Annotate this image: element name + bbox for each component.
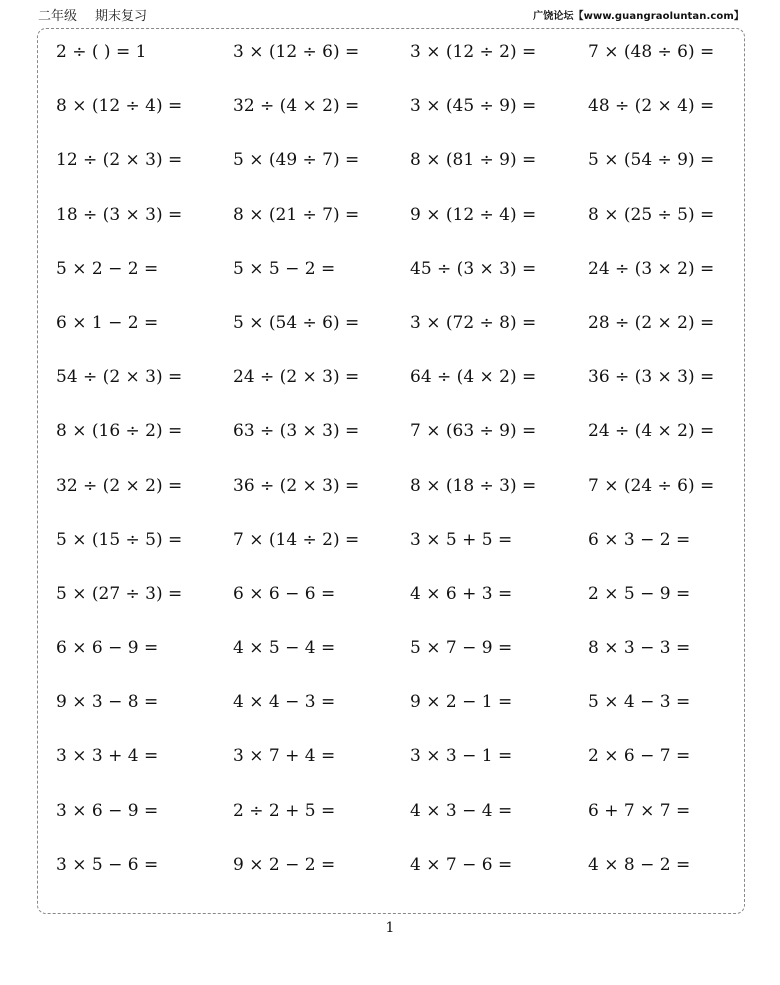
math-problem: 18 ÷ (3 × 3) =	[56, 204, 183, 225]
math-problem: 32 ÷ (2 × 2) =	[56, 475, 183, 496]
math-problem: 8 × (21 ÷ 7) =	[233, 204, 360, 225]
math-problem: 4 × 5 − 4 =	[233, 638, 336, 659]
math-problem: 5 × 7 − 9 =	[410, 638, 513, 659]
site-watermark: 广饶论坛【www.guangraoluntan.com】	[533, 11, 744, 22]
math-problem: 9 × (12 ÷ 4) =	[410, 204, 537, 225]
math-problem: 5 × (49 ÷ 7) =	[233, 150, 360, 171]
math-problem: 2 × 6 − 7 =	[588, 746, 691, 767]
math-problem: 8 × (18 ÷ 3) =	[410, 475, 537, 496]
math-problem: 6 × 6 − 6 =	[233, 583, 336, 604]
math-problem: 8 × (25 ÷ 5) =	[588, 204, 715, 225]
math-problem: 7 × (14 ÷ 2) =	[233, 529, 360, 550]
math-problem: 3 × (45 ÷ 9) =	[410, 96, 537, 117]
math-problem: 9 × 3 − 8 =	[56, 692, 159, 713]
math-problem: 8 × 3 − 3 =	[588, 638, 691, 659]
math-problem: 8 × (81 ÷ 9) =	[410, 150, 537, 171]
math-problem: 63 ÷ (3 × 3) =	[233, 421, 360, 442]
math-problem: 28 ÷ (2 × 2) =	[588, 312, 715, 333]
math-problem: 7 × (48 ÷ 6) =	[588, 42, 715, 62]
math-problem: 36 ÷ (2 × 3) =	[233, 475, 360, 496]
math-problem: 5 × 5 − 2 =	[233, 258, 336, 279]
math-problem: 9 × 2 − 2 =	[233, 854, 336, 875]
grade-label: 二年级	[38, 9, 78, 24]
math-problem: 12 ÷ (2 × 3) =	[56, 150, 183, 171]
math-problem: 3 × 3 − 1 =	[410, 746, 513, 767]
math-problem: 3 × (12 ÷ 6) =	[233, 42, 360, 62]
math-problem: 4 × 7 − 6 =	[410, 854, 513, 875]
worksheet-title: 期末复习	[95, 9, 148, 24]
math-problem: 32 ÷ (4 × 2) =	[233, 96, 360, 117]
math-problem: 4 × 6 + 3 =	[410, 583, 513, 604]
math-problem: 5 × 4 − 3 =	[588, 692, 691, 713]
math-problem: 5 × (54 ÷ 6) =	[233, 312, 360, 333]
math-problem: 54 ÷ (2 × 3) =	[56, 367, 183, 388]
math-problem: 4 × 4 − 3 =	[233, 692, 336, 713]
math-problem: 3 × 5 − 6 =	[56, 854, 159, 875]
math-problem: 6 × 1 − 2 =	[56, 312, 159, 333]
math-problem: 5 × (54 ÷ 9) =	[588, 150, 715, 171]
math-problem: 64 ÷ (4 × 2) =	[410, 367, 537, 388]
math-problem: 45 ÷ (3 × 3) =	[410, 258, 537, 279]
problem-grid	[56, 37, 756, 904]
math-problem: 3 × 7 + 4 =	[233, 746, 336, 767]
math-problem: 5 × 2 − 2 =	[56, 258, 159, 279]
math-problem: 3 × 5 + 5 =	[410, 529, 513, 550]
math-problem: 3 × 3 + 4 =	[56, 746, 159, 767]
math-problem: 7 × (24 ÷ 6) =	[588, 475, 715, 496]
page-number: 1	[385, 920, 395, 936]
math-problem: 7 × (63 ÷ 9) =	[410, 421, 537, 442]
math-problem: 4 × 8 − 2 =	[588, 854, 691, 875]
math-problem: 24 ÷ (4 × 2) =	[588, 421, 715, 442]
math-problem: 6 × 3 − 2 =	[588, 529, 691, 550]
math-problem: 36 ÷ (3 × 3) =	[588, 367, 715, 388]
math-problem: 2 × 5 − 9 =	[588, 583, 691, 604]
math-problem: 2 ÷ ( ) = 1	[56, 42, 147, 62]
math-problem: 8 × (16 ÷ 2) =	[56, 421, 183, 442]
math-problem: 8 × (12 ÷ 4) =	[56, 96, 183, 117]
math-problem: 3 × (12 ÷ 2) =	[410, 42, 537, 62]
math-problem: 9 × 2 − 1 =	[410, 692, 513, 713]
math-problem: 24 ÷ (3 × 2) =	[588, 258, 715, 279]
math-problem: 3 × 6 − 9 =	[56, 800, 159, 821]
math-problem: 6 × 6 − 9 =	[56, 638, 159, 659]
math-problem: 3 × (72 ÷ 8) =	[410, 312, 537, 333]
math-problem: 48 ÷ (2 × 4) =	[588, 96, 715, 117]
math-problem: 6 + 7 × 7 =	[588, 800, 691, 821]
math-problem: 5 × (27 ÷ 3) =	[56, 583, 183, 604]
worksheet-header	[38, 5, 147, 24]
math-problem: 2 ÷ 2 + 5 =	[233, 800, 336, 821]
math-problem: 4 × 3 − 4 =	[410, 800, 513, 821]
math-problem: 5 × (15 ÷ 5) =	[56, 529, 183, 550]
math-problem: 24 ÷ (2 × 3) =	[233, 367, 360, 388]
